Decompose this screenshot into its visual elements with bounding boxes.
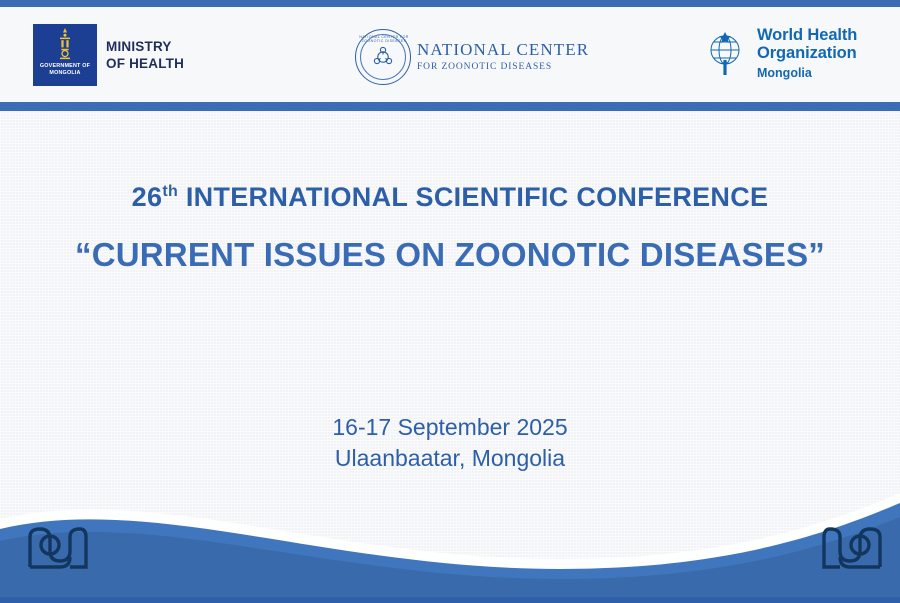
- header-divider-bar: [0, 102, 900, 111]
- ulzii-knot-icon-right: [818, 521, 890, 577]
- bottom-accent-bar: [0, 597, 900, 603]
- event-location: Ulaanbaatar, Mongolia: [334, 445, 566, 471]
- conference-theme: “CURRENT ISSUES ON ZOONOTIC DISEASES”: [75, 236, 825, 273]
- who-wordmark-line1: World Health: [757, 26, 858, 44]
- national-center-zoonotic-diseases-logo: [355, 29, 589, 85]
- conference-title-rest: INTERNATIONAL SCIENTIFIC CONFERENCE: [178, 182, 769, 212]
- top-accent-bar: [0, 0, 900, 7]
- soyombo-icon: [55, 27, 75, 61]
- conference-number: 26: [131, 182, 163, 212]
- bottom-wave-decoration: [0, 463, 900, 603]
- ulzii-knot-icon-left: [20, 521, 92, 577]
- event-dates: 16-17 September 2025: [332, 414, 568, 440]
- ncz-seal-icon: [355, 29, 411, 85]
- ncz-wordmark-line1: NATIONAL CENTER: [417, 40, 590, 59]
- mongolia-government-emblem: [33, 24, 97, 86]
- ncz-microbe-icon: [368, 42, 398, 72]
- conference-number-suffix: th: [162, 183, 179, 200]
- conference-title: [0, 180, 900, 214]
- who-logo: [700, 27, 857, 81]
- ministry-label-line2: OF HEALTH: [106, 56, 185, 71]
- logo-row: [0, 7, 900, 102]
- title-block: [0, 180, 900, 278]
- ministry-of-health-label: [106, 38, 184, 72]
- who-country-label: Mongolia: [757, 66, 812, 80]
- ncz-wordmark: [417, 40, 589, 74]
- who-emblem-icon: [700, 27, 750, 77]
- who-wordmark: [757, 27, 857, 81]
- who-wordmark-line2: Organization: [757, 43, 857, 62]
- ministry-label-line1: MINISTRY: [106, 39, 172, 54]
- ministry-of-health-logo: [33, 24, 184, 86]
- emblem-caption: GOVERNMENT OF MONGOLIA: [39, 63, 91, 76]
- ncz-wordmark-line2: FOR ZOONOTIC DISEASES: [417, 62, 553, 72]
- ncz-seal-ring-text: NATIONAL CENTER FOR ZOONOTIC DISEASES: [359, 35, 409, 43]
